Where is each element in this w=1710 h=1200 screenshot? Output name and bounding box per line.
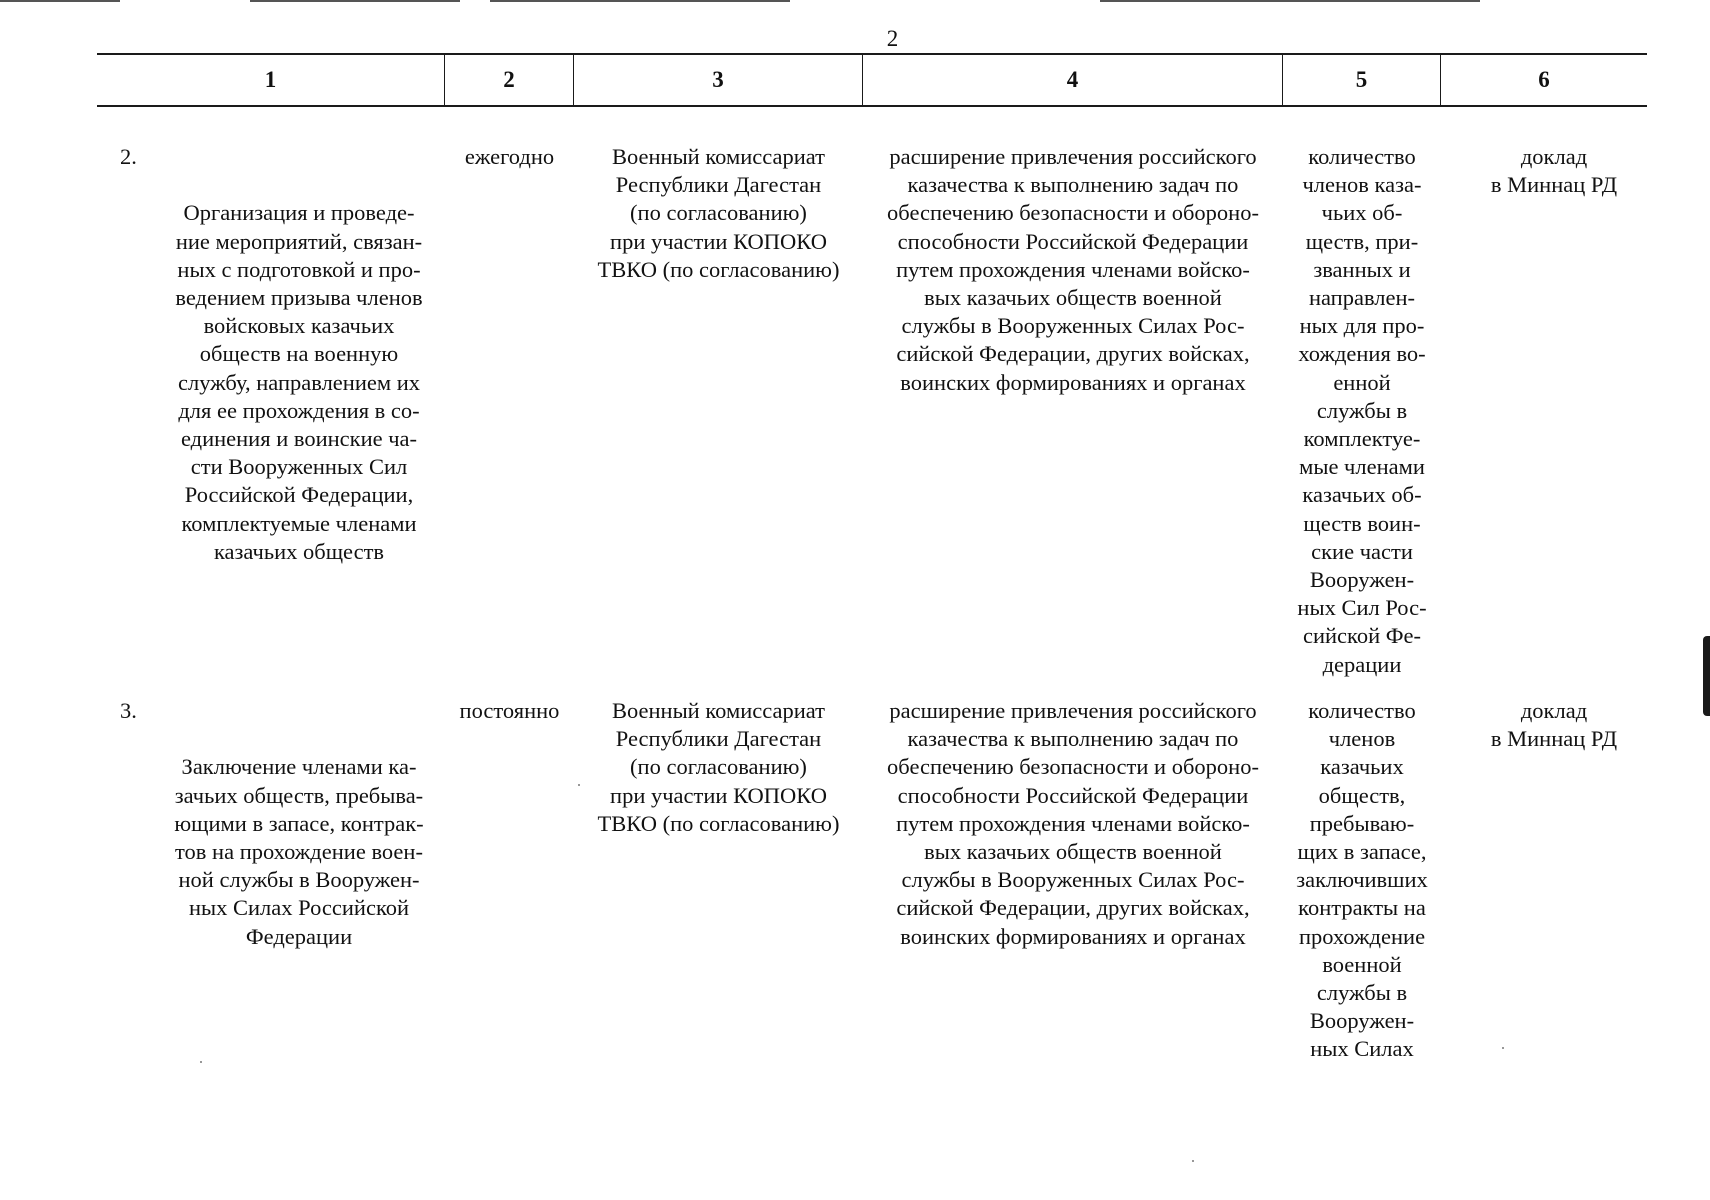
scan-speck bbox=[1192, 1160, 1194, 1162]
indicator-cell: количество членов казачьих обществ, пребываю- щих в запасе, заключивших контракты на прохождение военной службы в Вооружен- ных Силах bbox=[1296, 698, 1428, 1062]
column-header-3: 3 bbox=[574, 55, 863, 105]
column-header-1: 1 bbox=[97, 55, 445, 105]
report-cell: доклад в Миннац РД bbox=[1490, 144, 1618, 198]
indicator-cell: количество членов каза- чьих об- ществ, при- званных и направлен- ных для про- хождения во- енной службы в комплектуе- мые членами казачьих об- ществ воин- ские части Вооружен- ных Сил Рос- сийской Фе- дерации bbox=[1297, 144, 1427, 677]
scan-speck bbox=[200, 1061, 202, 1063]
term-cell: постоянно bbox=[459, 698, 560, 723]
scan-edge-mark bbox=[1703, 636, 1710, 716]
event-cell bbox=[97, 697, 445, 1064]
page-number: 2 bbox=[886, 26, 899, 51]
result-cell: расширение привлечения российского казачества к выполнению задач по обеспечению безопасности и обороно- способности Российской Федерации путем прохождения членами войско- вых казачьих обществ военной службы в Вооруженных Силах Рос- сийской Федерации, других войсках, воинских формированиях и органах bbox=[887, 144, 1259, 395]
scan-artifact bbox=[490, 0, 790, 2]
scan-artifact bbox=[250, 0, 460, 2]
row-number: 2. bbox=[120, 144, 137, 169]
table-row bbox=[97, 697, 1647, 1064]
event-cell bbox=[97, 143, 445, 679]
column-header-4: 4 bbox=[863, 55, 1283, 105]
executors-cell: Военный комиссариат Республики Дагестан (по согласованию) при участии КОПОКО ТВКО (по согласованию) bbox=[597, 144, 840, 282]
event-text: Заключение членами ка- зачьих обществ, пребыва- ющими в запасе, контрак- тов на прохождение воен- ной службы в Вооружен- ных Силах Российской Федерации bbox=[174, 754, 424, 949]
report-cell: доклад в Миннац РД bbox=[1490, 698, 1618, 752]
scan-artifact bbox=[0, 0, 120, 2]
term-cell: ежегодно bbox=[464, 144, 555, 169]
result-cell: расширение привлечения российского казачества к выполнению задач по обеспечению безопасности и обороно- способности Российской Федерации путем прохождения членами войско- вых казачьих обществ военной службы в Вооруженных Силах Рос- сийской Федерации, других войсках, воинских формированиях и органах bbox=[887, 698, 1259, 949]
column-header-5: 5 bbox=[1283, 55, 1441, 105]
scan-speck bbox=[578, 784, 580, 786]
event-text: Организация и проведе- ние мероприятий, связан- ных с подготовкой и про- ведением призыва членов войсковых казачьих обществ на военную службу, направлением их для ее прохождения в со- единения и воинские ча- сти Вооруженных Сил Российской Федерации, комплектуемые членами казачьих обществ bbox=[175, 200, 423, 564]
column-header-6: 6 bbox=[1538, 67, 1550, 92]
row-number: 3. bbox=[120, 698, 137, 723]
scan-artifact bbox=[1100, 0, 1480, 2]
table-row bbox=[97, 143, 1647, 679]
column-header-2: 2 bbox=[445, 55, 574, 105]
executors-cell: Военный комиссариат Республики Дагестан (по согласованию) при участии КОПОКО ТВКО (по согласованию) bbox=[597, 698, 840, 836]
scan-speck bbox=[1502, 1047, 1504, 1049]
table-header bbox=[97, 53, 1647, 107]
